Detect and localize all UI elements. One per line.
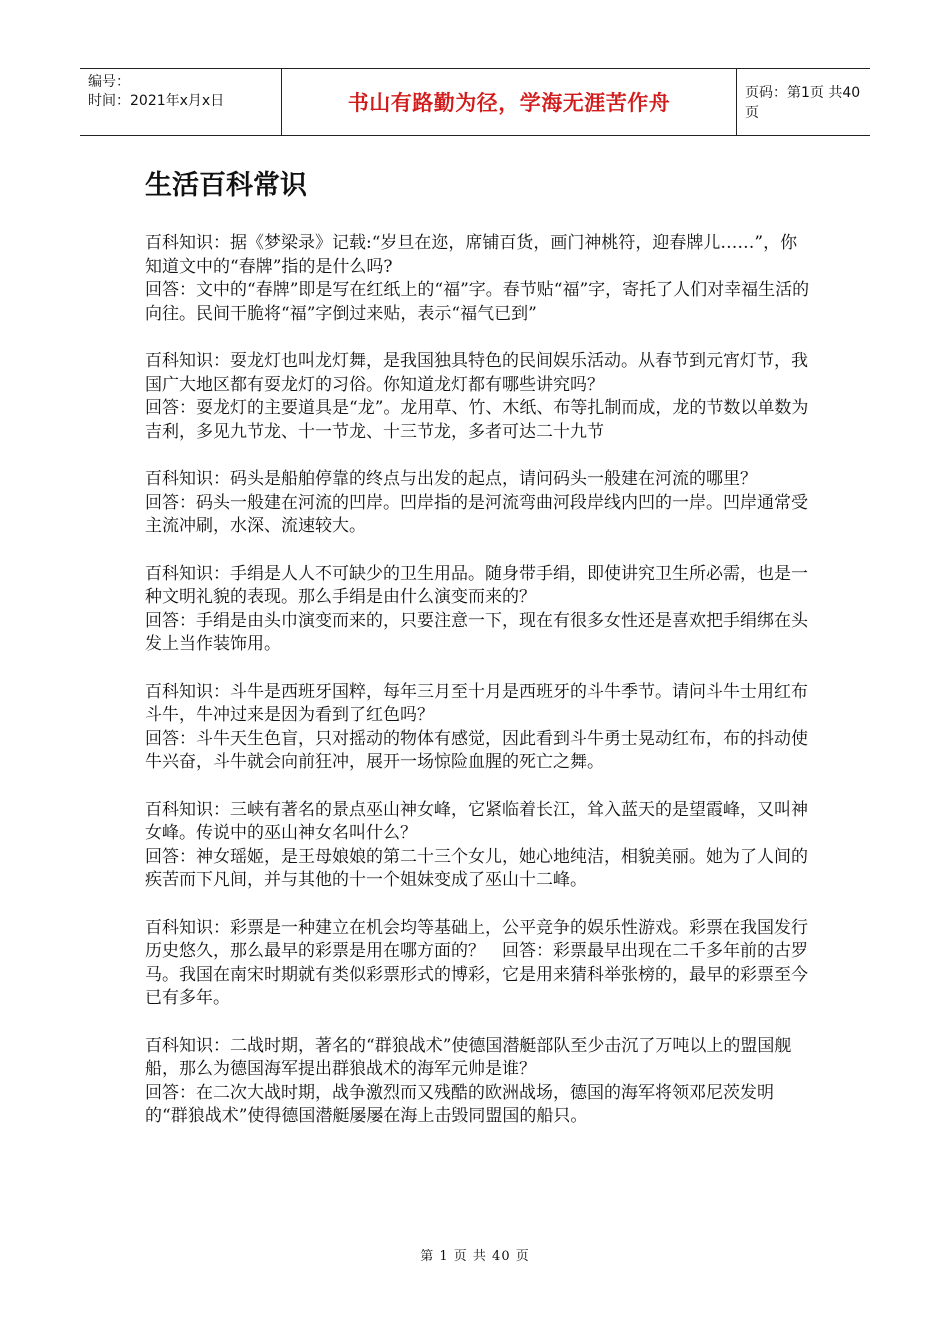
answer-text: 回答：斗牛天生色盲，只对摇动的物体有感觉，因此看到斗牛勇士晃动红布，布的抖动使牛兴奋，斗牛就会向前狂冲，展开一场惊险血腥的死亡之舞。	[145, 728, 808, 772]
answer-text: 回答：文中的“春牌”即是写在红纸上的“福”字。春节贴“福”字，寄托了人们对幸福生活的向往。民间干脆将“福”字倒过来贴，表示“福气已到”	[145, 280, 810, 324]
header-page-info: 页码：第1页 共40页	[745, 85, 861, 121]
answer-text: 回答：神女瑶姬，是王母娘娘的第二十三个女儿，她心地纯洁，相貌美丽。她为了人间的疾苦而下凡间，并与其他的十一个姐妹变成了巫山十二峰。	[145, 846, 808, 890]
qa-item	[145, 563, 810, 657]
time-label: 时间：2021年x月x日	[88, 93, 225, 109]
question-text: 百科知识：据《梦梁录》记载:“岁旦在迩，席铺百货，画门神桃符，迎春牌儿……”，你知道文中的“春牌”指的是什么吗?	[145, 233, 798, 277]
question-text: 百科知识：手绢是人人不可缺少的卫生用品。随身带手绢，即使讲究卫生所必需，也是一种文明礼貌的表现。那么手绢是由什么演变而来的？	[145, 563, 808, 607]
question-text: 百科知识：三峡有著名的景点巫山神女峰，它紧临着长江，耸入蓝天的是望霞峰，又叫神女峰。传说中的巫山神女名叫什么？	[145, 799, 808, 843]
document-title: 生活百科常识	[145, 170, 307, 201]
question-text: 百科知识：彩票是一种建立在机会均等基础上，公平竞争的娱乐性游戏。彩票在我国发行历史悠久，那么最早的彩票是用在哪方面的？ 回答：彩票最早出现在二千多年前的古罗马。我国在南宋时期就有类似彩票形式的博彩，它是用来猜科举张榜的，最早的彩票至今已有多年。	[145, 917, 808, 1008]
answer-text: 回答：在二次大战时期，战争激烈而又残酷的欧洲战场，德国的海军将领邓尼茨发明的“群狼战术”使得德国潜艇屡屡在海上击毁同盟国的船只。	[145, 1082, 774, 1126]
number-label: 编号：	[88, 74, 130, 90]
answer-text: 回答：码头一般建在河流的凹岸。凹岸指的是河流弯曲河段岸线内凹的一岸。凹岸通常受主流冲刷，水深、流速较大。	[145, 492, 808, 536]
question-text: 百科知识：耍龙灯也叫龙灯舞，是我国独具特色的民间娱乐活动。从春节到元宵灯节，我国广大地区都有耍龙灯的习俗。你知道龙灯都有哪些讲究吗？	[145, 351, 808, 395]
page-header	[80, 68, 870, 136]
qa-item	[145, 468, 810, 539]
qa-item	[145, 681, 810, 775]
qa-item	[145, 350, 810, 444]
page-footer: 第 1 页 共 40 页	[420, 1249, 530, 1264]
qa-item	[145, 1035, 810, 1129]
header-meta	[80, 69, 281, 135]
answer-text: 回答：耍龙灯的主要道具是“龙”。龙用草、竹、木纸、布等扎制而成，龙的节数以单数为吉利，多见九节龙、十一节龙、十三节龙，多者可达二十九节	[145, 398, 809, 442]
header-motto: 书山有路勤为径，学海无涯苦作舟	[281, 69, 737, 135]
qa-item	[145, 232, 810, 326]
answer-text: 回答：手绢是由头巾演变而来的，只要注意一下，现在有很多女性还是喜欢把手绢绑在头发上当作装饰用。	[145, 610, 808, 654]
question-text: 百科知识：二战时期，著名的“群狼战术”使德国潜艇部队至少击沉了万吨以上的盟国舰船，那么为德国海军提出群狼战术的海军元帅是谁？	[145, 1035, 792, 1079]
qa-item	[145, 917, 810, 1011]
question-text: 百科知识：码头是船舶停靠的终点与出发的起点，请问码头一般建在河流的哪里？	[145, 469, 757, 489]
qa-list	[145, 232, 810, 1153]
qa-item	[145, 799, 810, 893]
question-text: 百科知识：斗牛是西班牙国粹，每年三月至十月是西班牙的斗牛季节。请问斗牛士用红布斗牛，牛冲过来是因为看到了红色吗？	[145, 681, 808, 725]
